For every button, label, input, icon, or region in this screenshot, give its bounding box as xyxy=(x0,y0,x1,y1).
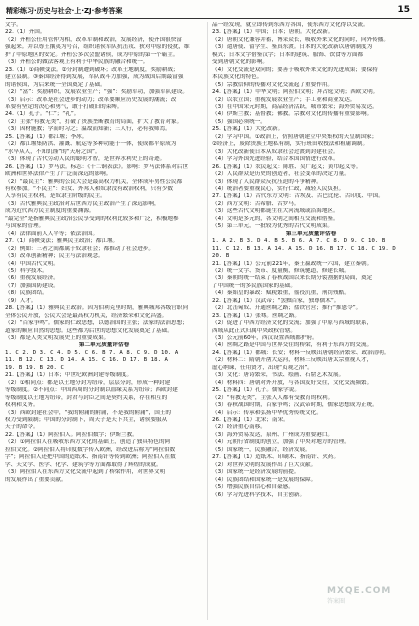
text-line: （4）统治者要重视民心，实行仁政，减轻人民负担。 xyxy=(212,185,345,192)
text-line: （3）体现了人民群众反抗压迫的斗争精神。 xyxy=(212,178,322,185)
text-line: 20. B xyxy=(212,253,230,260)
text-line: （3）大化改新使日本从奴隶社会过渡到封建社会。 xyxy=(212,148,339,155)
text-line: 26.【答案】（1）农民起义：陈胜、吴广起义；黄巾起义等。 xyxy=(212,163,362,170)
text-line: （3）春秋战国时期，百家争鸣；汉武帝时期，儒家思想成为正统。 xyxy=(212,402,378,409)
text-line: （2）人民群众是历史的创造者，社会变革的决定力量。 xyxy=(212,171,350,178)
text-line: 成为近代西方民主制度的重要渊源。 xyxy=(5,208,95,215)
text-line: 权力受到限制；中国的分封制下，周天子是天下共主，诸侯要服从 xyxy=(5,417,168,424)
text-line: （2）“百家争鸣”。儒家的仁政思想，以德治国的主张；法家的法治思想； xyxy=(5,320,188,327)
text-line: （3）秦朝的统一结束了春秋战国以来长期分裂割据的局面，奠定 xyxy=(212,275,373,282)
text-line: （3）这些古代文明都诞生在大河流域或沿海地区。 xyxy=(212,208,339,215)
text-line: （2）例如：三者之间都属于奴隶社会；都推动了社会进步。 xyxy=(5,245,154,252)
text-line: 与国家的管理。 xyxy=(5,223,45,230)
text-line: （2）材料二：隋朝开凿大运河，材料三反映出唐太宗重视人才， xyxy=(212,357,373,364)
text-line: （3）体现了古代劳动人民的聪明才智，是世界水利史上的奇迹。 xyxy=(5,156,166,163)
text-line: 虚心纳谏，任用贤才，出现“贞观之治”。 xyxy=(212,364,313,371)
text-line: （4）法律面前人人平等；依法治国。 xyxy=(5,230,99,237)
text-line: （3）公元前60年，西汉设置西域都护府。 xyxy=(212,335,318,342)
text-line: 1. A 2. B 3. D 4. B 5. B 6. A 7. C 8. D 9. C 10. B xyxy=(212,238,386,245)
text-line: （3）因材施教；学而时习之；温故而知新；三人行，必有我师焉。 xyxy=(5,126,171,133)
text-line: （3）都是人类文明发展史上的重要成果。 xyxy=(5,335,110,342)
text-line: （2）都江堰集防洪、灌溉、航运等多种功能于一体，使成都平原成为 xyxy=(5,141,177,148)
section-heading: 第二单元质量评估卷 xyxy=(78,342,130,349)
text-line: （4）民族团结和国家统一是发展的保障。 xyxy=(212,476,317,483)
text-line: （2）“最民主”：雅典的公民大会是最高权力机关，全体成年男性公民都 xyxy=(5,178,183,185)
text-line: 字”；阿拉伯人还把中国的造纸术、指南针等传到欧洲；阿拉伯人在数 xyxy=(5,454,176,461)
text-line: （8）民族团结。 xyxy=(5,290,48,297)
column-divider xyxy=(207,22,208,620)
text-line: （2）①相同点：都是以土地分封为纽带，层层分封，形成一种封建 xyxy=(5,379,171,386)
watermark-subtext: 答案圈 xyxy=(327,598,346,605)
text-line: （3）阿拉伯人在东西方文化交流中起到了桥梁作用，对世界文明 xyxy=(5,469,166,476)
text-line: ②经济上，废除贵族土地私有制，实行班田收授法和租庸调制。 xyxy=(212,141,369,148)
left-column xyxy=(5,22,203,620)
text-line: （4）中国古代文明。 xyxy=(5,260,59,267)
text-line: （4）材料四：唐朝对外开放，与各国友好交往，文化交流频繁。 xyxy=(212,379,373,386)
text-line: （5）第三单元，一批较为优秀的古代文明成果。 xyxy=(212,223,334,230)
text-line: 28.【答案】（1）雅典民主政治。因为伯利克里时期，雅典城邦各级官职向 xyxy=(5,305,189,312)
text-line: 革要有坚定的决心和勇气，敢于打破旧的束缚。 xyxy=(5,103,123,110)
text-line: （6）学习先进科学技术，自主创新。 xyxy=(212,491,306,498)
text-line: 欧洲和世界法律产生了广泛而深远的影响。 xyxy=(5,171,112,178)
text-line: 11. C 12. B 13. A 14. A 15. D 16. B 17. C 18. C 19. D xyxy=(212,245,396,252)
text-line: 22.【答案】（1）汉武帝；“罢黜百家，独尊儒术”。 xyxy=(212,297,340,304)
text-line: 23.（1）①商鞅变法。②分封制遭到破坏；改革土地制度，奖励耕战； xyxy=(5,66,179,73)
text-line: 天子的命令。 xyxy=(5,424,39,431)
text-line: （3）古代雅典民主政治对后世西方民主政治产生了深远影响， xyxy=(5,200,160,207)
text-line: 全体公民开放，公民大会是最高权力机关，经济繁荣和文化昌盛。 xyxy=(5,312,168,319)
text-line: （2）齐桓公任用管仲为相，改革军制和政治，发展经济，使齐国很快富 xyxy=(5,36,182,43)
text-line: （2）经济重心南移。 xyxy=(212,424,266,431)
text-line: （4）文明是多元的，各文明之间相互交流和借鉴。 xyxy=(212,215,339,222)
text-line: （2）统一文字、货币、度量衡，修筑驰道，修建长城。 xyxy=(212,267,350,274)
text-line: 25.【答案】（1）大化改新。 xyxy=(212,126,284,133)
text-line: 建立县制。③秦国经济得到发展，军队战斗力加强，成为战国后期最富强 xyxy=(5,74,184,81)
page-number: 15 xyxy=(397,5,410,15)
text-line: （5）国家统一，民族融合，经济发展。 xyxy=(212,446,311,453)
text-line: 拉伯文化。②阿拉伯人将印度数字传入欧洲，经改进后称为“阿拉伯数 xyxy=(5,446,176,453)
text-line: 本民族文化的特色。 xyxy=(212,74,263,81)
text-line: （3）在中国宋元时期，商品经济活跃，城市繁荣；海外贸易发达。 xyxy=(212,103,378,110)
text-line: 模式；日本文字借鉴汉字；日本的建筑、服饰、饮食等方面都 xyxy=(212,51,364,58)
page-header xyxy=(6,4,412,19)
text-line: （2）“有教无类”，主张人人都有受教育的权利。 xyxy=(212,394,334,401)
text-line: 的诸侯国，为后来统一全国奠定了基础。 xyxy=(5,81,106,88)
text-line: “水旱从人，不知饥馑”的“天府之国”。 xyxy=(5,148,101,155)
text-line: 1. C 2. D 3. C 4. D 5. C 6. B 7. A 8. C 9. D 10. A xyxy=(5,349,179,356)
text-line: （2）①阿拉伯人在吸收东西方文化的基础上，创造了独具特色的阿 xyxy=(5,439,171,446)
text-line: 等级制度以土地为纽带，封君与封臣之间是契约关系，存在相互的 xyxy=(5,394,168,401)
text-line: 文字。 xyxy=(5,22,22,28)
text-line: 人享有民主权利，是奴隶主阶级的民主。 xyxy=(5,193,106,200)
text-line: 强起来。并以尊王攘夷为号召，组织诸侯军队抗击戎、狄对中原的侵扰，维 xyxy=(5,44,190,51)
text-line: 护了中原地区的安定。齐桓公多次会盟诸侯，成为中原的第一个霸主。 xyxy=(5,51,179,58)
text-line: （7）加强国防建设。 xyxy=(5,282,59,289)
text-line: （4）学习外国先进经验，结合本国国情进行改革。 xyxy=(212,156,339,163)
text-line: （5）强国必须统一。 xyxy=(212,118,266,125)
text-line: （2）“富”：奖励耕织，发展农业生产；“强”：奖励军功，加强军队建设。 xyxy=(5,89,188,96)
text-line: 24.（1）孔子。“仁”；“礼”。 xyxy=(5,111,80,118)
text-line: （4）启示：传承和弘扬中华优秀传统文化。 xyxy=(212,409,322,416)
text-line: （3）齐桓公的做法客观上有利于中华民族的融合和统一。 xyxy=(5,59,149,66)
text-line: （4）伊斯兰教；基督教；佛教。宗教对文化的传播有重要影响。 xyxy=(212,111,373,118)
text-line: “最完全”是指雅典民主政治公民享受到的权利比较多和广泛，积极地参 xyxy=(5,215,179,222)
text-line: 等级制度。②不同点：中国西周的分封制以血缘关系为纽带；西欧封建 xyxy=(5,387,178,394)
text-line: （9）人才。 xyxy=(5,297,37,304)
text-line: （5）增强民族自信心和自豪感。 xyxy=(212,484,294,491)
text-line: 道家的顺应自然的思想。这些都为后世的思想文化发展奠定了基础。 xyxy=(5,327,173,334)
text-line: （4）元朝行省制度的创立，加强了中央对地方的管理。 xyxy=(212,439,350,446)
text-line: （3）启示：改革是社会进步的动力；改革要顺应历史发展的潮流；改 xyxy=(5,96,177,103)
text-line: 24.【答案】（1）都城：长安；材料一反映出唐朝经济繁荣、政治清明。 xyxy=(212,349,390,356)
text-line: （4）丝绸之路是中国与世界交往的桥梁，有利于东西方的交流。 xyxy=(212,342,373,349)
text-line: （4）文化交流是双向的；要善于吸收外来文化的先进成果；要保持 xyxy=(212,66,378,73)
text-line: （4）秦始皇的暴政：赋税繁重，徭役沉重，刑罚残酷。 xyxy=(212,290,350,297)
text-line: （3）文化：唐诗繁荣，书法、绘画、石窟艺术发展。 xyxy=(212,372,345,379)
text-line: （2）促进了中西方经济文化的交流；加强了中原与西域的联系， xyxy=(212,320,373,327)
text-line: （3）改革创新精神；民主与法治观念。 xyxy=(5,253,104,260)
text-line: （2）西方文明：古希腊、古罗马。 xyxy=(212,200,300,207)
text-line: 19. B 19. B 20. C xyxy=(5,364,64,371)
text-line: （5）科学技术。 xyxy=(5,267,48,274)
text-line: 21.【答案】（1）公元前221年，秦王嬴政统一六国，建立秦朝。 xyxy=(212,260,373,267)
text-line: 26.【答案】（1）北宋；南宋。 xyxy=(212,417,289,424)
text-line: 11. B 12. C 13. D 14. A 15. C 16. D 17. B 18. A xyxy=(5,357,168,364)
text-line: 的发展作出了重要贡献。 xyxy=(5,476,67,483)
text-line: （2）北击匈奴、开通丝绸之路；盐铁官营；推行“推恩令”。 xyxy=(212,305,362,312)
text-line: 22.（1）齐国。 xyxy=(5,29,46,36)
text-line: （6）重视发展经济。 xyxy=(5,275,59,282)
text-line: 27.（1）商鞅变法；雅典民主政治；都江堰。 xyxy=(5,238,119,245)
text-line: （3）海外贸易发达，泉州、广州成为重要港口。 xyxy=(212,431,334,438)
text-line: 27.【答案】（1）造纸术、印刷术、指南针、火药。 xyxy=(212,454,340,461)
text-line: （3）遣唐使、留学生、鉴真东渡。日本的大化改新以唐朝制度为 xyxy=(212,44,373,51)
text-line: 25.【答案】（1）孔子。儒家学说。 xyxy=(212,387,300,394)
text-line: （3）国家统一是经济发展的前提。 xyxy=(212,469,300,476)
section-heading: 第三单元质量评估卷 xyxy=(285,230,337,237)
text-line: 23.【答案】（1）张骞。丝绸之路。 xyxy=(212,312,300,319)
text-line: （2）学习中国。①政治上，仿照唐朝建立中央集权的天皇制国家； xyxy=(212,133,378,140)
text-line: 22.【答案】（1）阿拉伯人。阿拉伯数字；伊斯兰教。 xyxy=(5,431,138,438)
text-line: （5）宗教信仰的传播对文化交流起了重要作用。 xyxy=(212,81,334,88)
text-line: （2）主张“有教无类”，打破了贵族垄断教育的局面，扩大了教育对象。 xyxy=(5,118,183,125)
text-line: 24.【答案】（1）中华文明；阿拉伯文明；拜占庭文明；西欧文明。 xyxy=(212,89,379,96)
text-line: 受到唐朝文化的影响。 xyxy=(212,59,268,66)
watermark-text: MXQE.COM xyxy=(327,586,392,596)
text-line: （2）以农立国；重视发展农业生产；手工业和商业发达。 xyxy=(212,96,356,103)
text-line: （2）对世界文明的发展作出了巨大贡献。 xyxy=(212,461,317,468)
watermark-logo xyxy=(327,586,413,620)
text-line: 西域从此正式归属中央政权管辖。 xyxy=(212,327,296,334)
header-title: 精彩练习·历史与社会·上·ZJ·参考答案 xyxy=(6,7,123,15)
text-line: 有权参加。“不民主”：妇女、外邦人和奴隶没有政治权利，只有少数 xyxy=(5,185,174,192)
text-line: 27.【答案】（1）古代东方文明：古埃及、古巴比伦、古印度、中国。 xyxy=(212,193,384,200)
text-line: （3）西欧封建社会中，“我的附庸的附庸，不是我的附庸”，国王的 xyxy=(5,409,171,416)
text-line: 23.【答案】（1）中国；日本；唐朝。大化改新。 xyxy=(212,29,334,36)
text-line: （2）唐朝文化兼容并蓄，博采众长，吸收外来文化的同时，向外传播。 xyxy=(212,36,389,43)
text-line: 学、天文学、医学、化学、建筑学等方面都取得了辉煌的成就。 xyxy=(5,461,162,468)
text-line: 21.【答案】（1）日本；中世纪欧洲封建等级制度。 xyxy=(5,372,133,379)
text-line: 26.【答案】（1）罗马法。标志：《十二铜表法》。影响：罗马法体系对后世 xyxy=(5,163,189,170)
text-line: 25.【答案】（1）都江堰；李冰。 xyxy=(5,133,88,140)
text-line: 品一经发现，就立即传到东西方各国，使东西方文化得以交流。 xyxy=(212,22,369,28)
text-line: 权利和义务。 xyxy=(5,402,39,409)
right-column xyxy=(212,22,410,620)
text-line: 了中国统一的多民族国家的基础。 xyxy=(212,282,296,289)
